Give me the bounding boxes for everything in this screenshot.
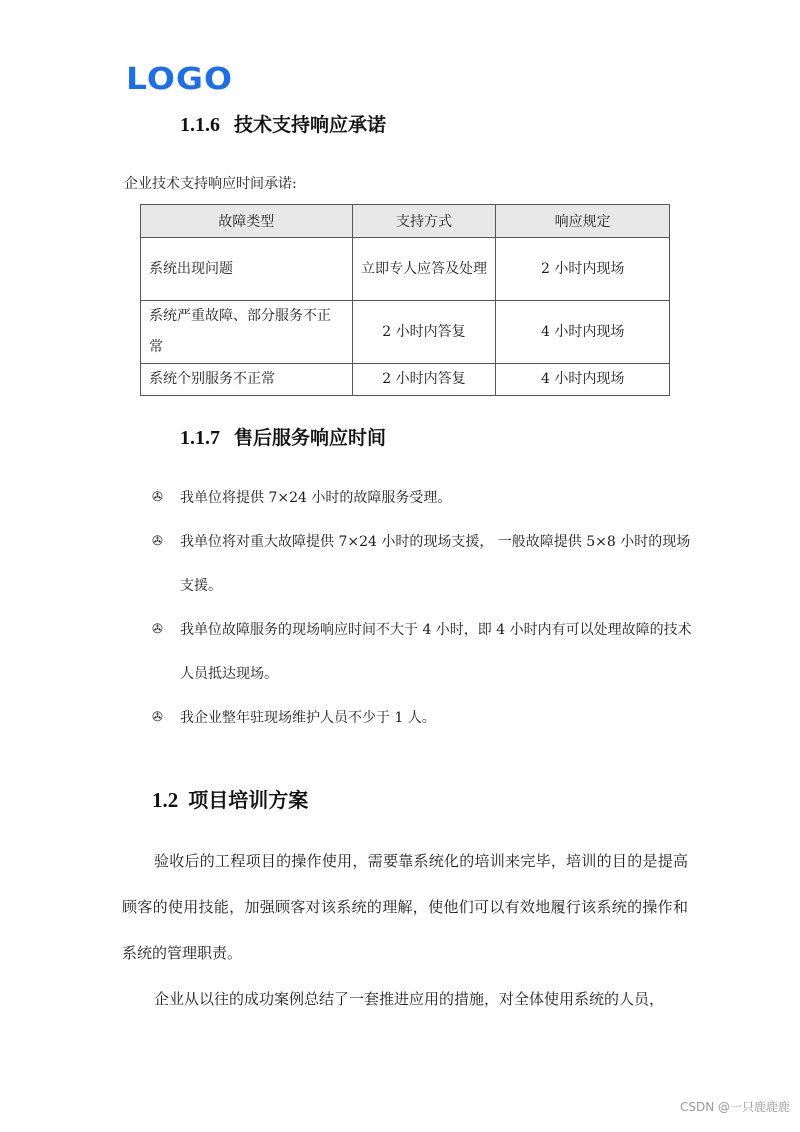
section-heading-1-1-6 — [180, 112, 386, 138]
bullet-icon: ✇ — [152, 534, 163, 549]
table-cell: 系统严重故障、部分服务不正常 — [141, 301, 353, 364]
list-item-text: 我单位故障服务的现场响应时间不大于 4 小时，即 4 小时内有可以处理故障的技术人员抵达现场。 — [180, 622, 692, 682]
table-row — [141, 238, 670, 301]
header-support-method: 支持方式 — [352, 205, 496, 238]
table-cell: 系统出现问题 — [141, 238, 353, 301]
table-header-row — [141, 205, 670, 238]
section-title: 项目培训方案 — [188, 788, 309, 812]
section-number: 1.1.7 — [180, 427, 220, 449]
header-response-rule: 响应规定 — [496, 205, 670, 238]
bullet-icon: ✇ — [152, 710, 163, 725]
intro-text: 企业技术支持响应时间承诺: — [124, 176, 297, 192]
table-cell: 2 小时内答复 — [352, 364, 496, 396]
section-heading-1-1-7 — [180, 425, 386, 451]
body-paragraph: 验收后的工程项目的操作使用，需要靠系统化的培训来完毕，培训的目的是提高顾客的使用技能，加强顾客对该系统的理解，使他们可以有效地履行该系统的操作和系统的管理职责。 — [122, 852, 688, 962]
list-item-text: 我企业整年驻现场维护人员不少于 1 人。 — [180, 710, 436, 726]
body-paragraph: 企业从以往的成功案例总结了一套推进应用的措施，对全体使用系统的人员， — [154, 990, 665, 1008]
header-fault-type: 故障类型 — [141, 205, 353, 238]
list-item-text: 我单位将对重大故障提供 7×24 小时的现场支援， 一般故障提供 5×8 小时的现场支援。 — [180, 534, 691, 594]
table-cell: 4 小时内现场 — [496, 364, 670, 396]
table-cell: 立即专人应答及处理 — [352, 238, 496, 301]
list-item-text: 我单位将提供 7×24 小时的故障服务受理。 — [180, 490, 452, 506]
section-title: 技术支持响应承诺 — [234, 114, 387, 136]
table-cell: 2 小时内现场 — [496, 238, 670, 301]
list-item — [152, 476, 692, 520]
logo: LOGO — [126, 60, 234, 97]
section-title: 售后服务响应时间 — [234, 427, 387, 449]
watermark: CSDN @一只鹿鹿鹿 — [679, 1100, 790, 1114]
list-item — [152, 520, 692, 608]
table-row — [141, 364, 670, 396]
bullet-icon: ✇ — [152, 622, 163, 637]
table-cell: 系统个别服务不正常 — [141, 364, 353, 396]
list-item — [152, 608, 692, 696]
response-table — [140, 204, 670, 396]
section-number: 1.1.6 — [180, 114, 220, 136]
table-cell: 2 小时内答复 — [352, 301, 496, 364]
section-heading-1-2 — [152, 786, 308, 814]
table-cell: 4 小时内现场 — [496, 301, 670, 364]
bullet-icon: ✇ — [152, 490, 163, 505]
section-number: 1.2 — [152, 788, 179, 812]
list-item — [152, 696, 692, 740]
table-row — [141, 301, 670, 364]
